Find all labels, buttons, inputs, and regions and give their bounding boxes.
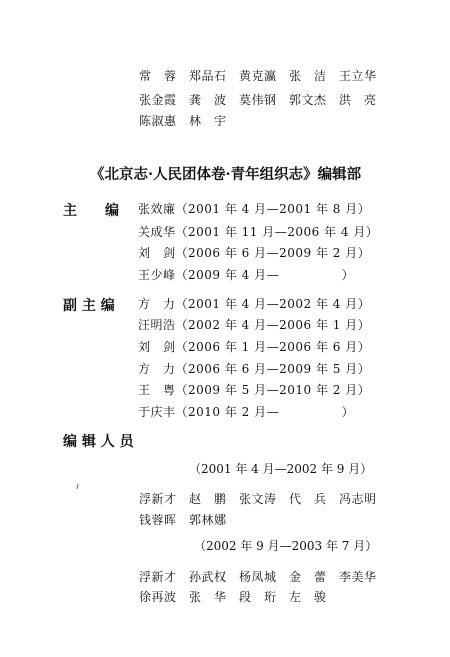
chief-editor-label: 主 编	[63, 203, 119, 219]
chief-editor-entry: 关成华（2001 年 11 月—2006 年 4 月）	[138, 225, 379, 239]
chief-editor-entry: 王少峰（2009 年 4 月— ）	[138, 268, 355, 282]
deputy-editor-entry: 方 力（2006 年 6 月—2009 年 5 月）	[138, 362, 371, 376]
deputy-editor-entry: 于庆丰（2010 年 2 月— ）	[138, 405, 355, 419]
section-title: 《北京志·人民团体卷·青年组织志》编辑部	[90, 166, 362, 183]
top-names-line-2: 张金霞 龚 波 莫伟钢 郭文杰 洪 亮	[139, 93, 377, 107]
top-names-line-3: 陈淑惠 林 宇	[139, 114, 227, 128]
editors-names-line: 钱蓉晖 郭林娜	[139, 513, 227, 527]
chief-editor-entry: 刘 剑（2006 年 6 月—2009 年 2 月）	[138, 246, 371, 260]
deputy-editor-entry: 王 粤（2009 年 5 月—2010 年 2 月）	[138, 383, 371, 397]
top-names-line-1: 常 蓉 郑品石 黄克瀛 张 洁 王立华	[139, 69, 377, 83]
editors-names-line: 浮新才 孙武权 杨凤城 金 蕾 李美华	[139, 570, 377, 584]
editors-names-line: 徐再波 张 华 段 珩 左 骏	[139, 590, 327, 604]
deputy-editor-label: 副 主 编	[63, 298, 115, 314]
chief-editor-entry: 张效廉（2001 年 4 月—2001 年 8 月）	[138, 202, 371, 216]
editors-period-1: （2001 年 4 月—2002 年 9 月）	[189, 462, 373, 476]
deputy-editor-entry: 方 力（2001 年 4 月—2002 年 4 月）	[138, 297, 371, 311]
editors-names-line: 浮新才 赵 鹏 张文涛 代 兵 冯志明	[139, 492, 377, 506]
editors-label: 编 辑 人 员	[63, 434, 134, 450]
deputy-editor-entry: 汪明浩（2002 年 4 月—2006 年 1 月）	[138, 318, 371, 332]
scan-speck	[76, 484, 78, 489]
editors-period-2: （2002 年 9 月—2003 年 7 月）	[194, 539, 378, 553]
deputy-editor-entry: 刘 剑（2006 年 1 月—2006 年 6 月）	[138, 340, 371, 354]
